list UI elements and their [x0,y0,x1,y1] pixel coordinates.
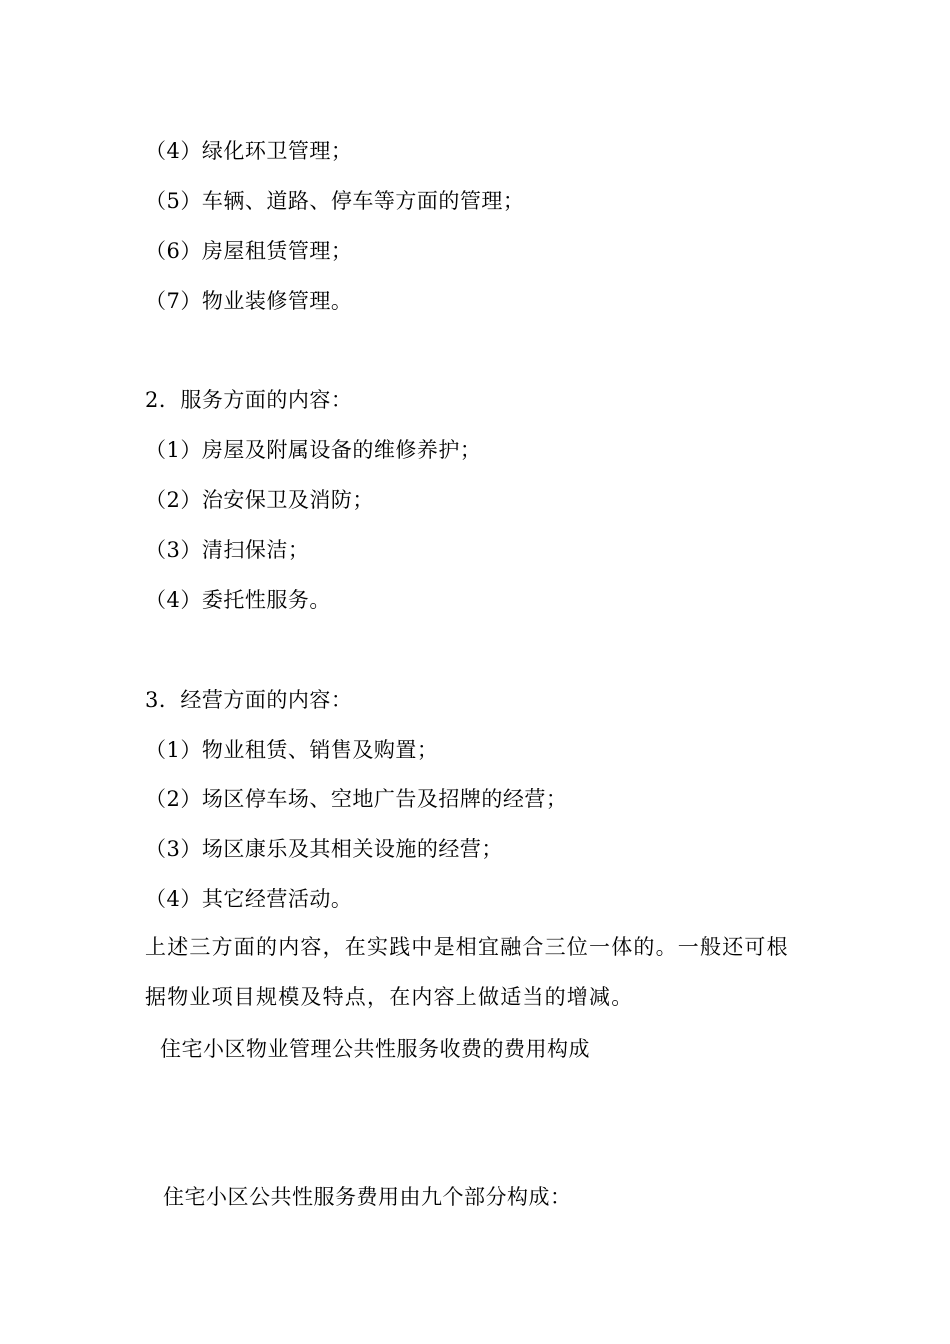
list-item: （5）车辆、道路、停车等方面的管理； [145,189,525,213]
section-heading: 2．服务方面的内容： [145,388,353,412]
summary-line: 据物业项目规模及特点，在内容上做适当的增减。 [145,985,634,1009]
list-item: （4）其它经营活动。 [145,887,353,911]
list-item: （3）场区康乐及其相关设施的经营； [145,837,503,861]
list-item: （4）绿化环卫管理； [145,139,353,163]
list-item: （2）治安保卫及消防； [145,488,374,512]
section-subtitle: 住宅小区物业管理公共性服务收费的费用构成 [160,1037,590,1061]
list-item: （2）场区停车场、空地广告及招牌的经营； [145,787,568,811]
intro-line: 住宅小区公共性服务费用由九个部分构成： [163,1185,572,1209]
summary-line: 上述三方面的内容，在实践中是相宜融合三位一体的。一般还可根 [145,935,789,959]
list-item: （1）物业租赁、销售及购置； [145,738,439,762]
section-heading: 3．经营方面的内容： [145,688,353,712]
list-item: （3）清扫保洁； [145,538,310,562]
list-item: （7）物业装修管理。 [145,289,353,313]
list-item: （1）房屋及附属设备的维修养护； [145,438,482,462]
list-item: （4）委托性服务。 [145,588,331,612]
list-item: （6）房屋租赁管理； [145,239,353,263]
